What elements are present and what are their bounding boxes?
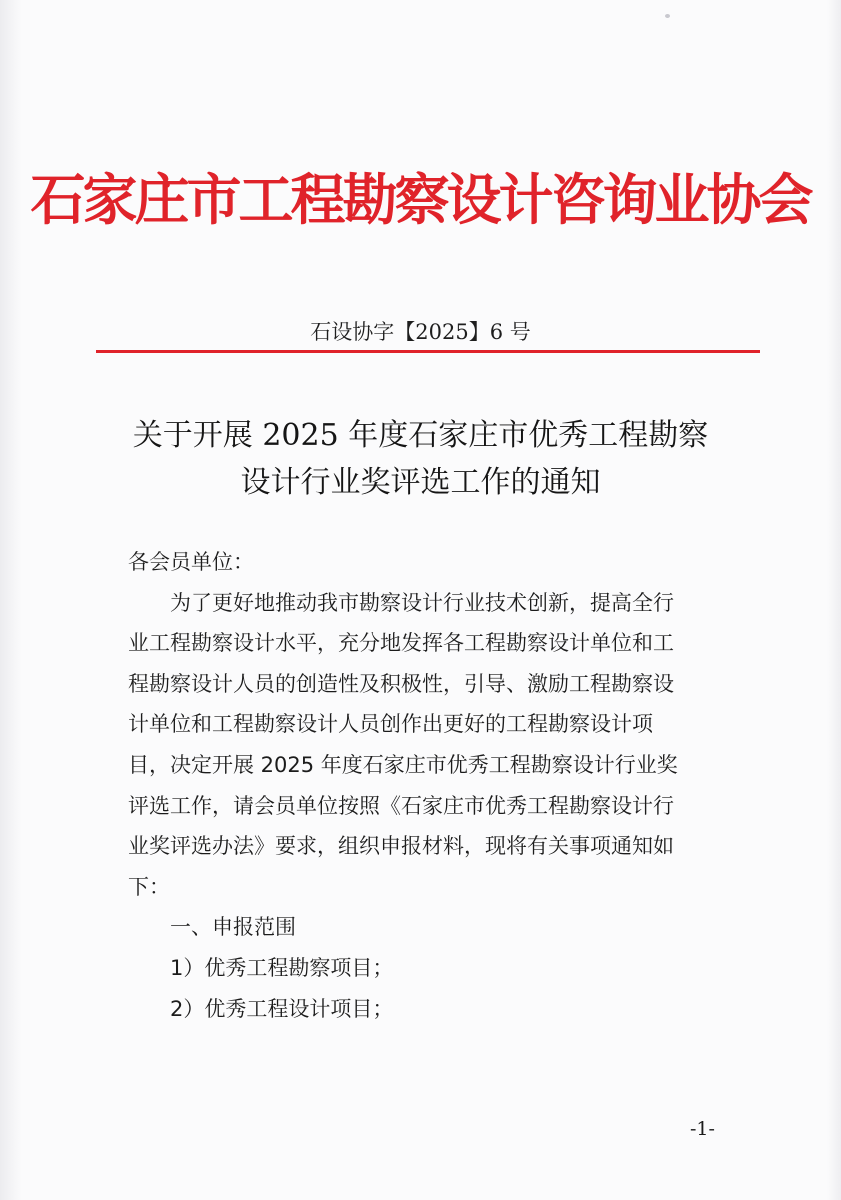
paragraph-line: 为了更好地推动我市勘察设计行业技术创新，提高全行 [170, 590, 674, 615]
paragraph-line: 目，决定开展 2025 年度石家庄市优秀工程勘察设计行业奖 [128, 752, 678, 777]
notice-title-line: 设计行业奖评选工作的通知 [240, 465, 601, 500]
paragraph-line: 业工程勘察设计水平，充分地发挥各工程勘察设计单位和工 [128, 631, 674, 656]
list-item: 1）优秀工程勘察项目； [170, 955, 394, 980]
red-divider-line [96, 350, 760, 353]
paragraph-line: 下： [128, 874, 170, 899]
notice-title [0, 412, 841, 506]
page-number: -1- [690, 1118, 715, 1140]
notice-title-line: 关于开展 2025 年度石家庄市优秀工程勘察 [132, 418, 709, 453]
notice-body [128, 542, 742, 1029]
paragraph-line: 程勘察设计人员的创造性及积极性，引导、激励工程勘察设 [128, 671, 674, 696]
scan-speck [665, 14, 670, 18]
organization-title: 石家庄市工程勘察设计咨询业协会 [30, 167, 811, 232]
section-heading: 一、申报范围 [170, 915, 296, 940]
paragraph-line: 业奖评选办法》要求，组织申报材料，现将有关事项通知如 [128, 834, 674, 859]
paragraph-line: 评选工作，请会员单位按照《石家庄市优秀工程勘察设计行 [128, 793, 674, 818]
document-number: 石设协字【2025】6 号 [310, 320, 531, 344]
paragraph-line: 计单位和工程勘察设计人员创作出更好的工程勘察设计项 [128, 712, 653, 737]
salutation: 各会员单位： [128, 550, 254, 574]
list-item: 2）优秀工程设计项目； [170, 996, 394, 1021]
